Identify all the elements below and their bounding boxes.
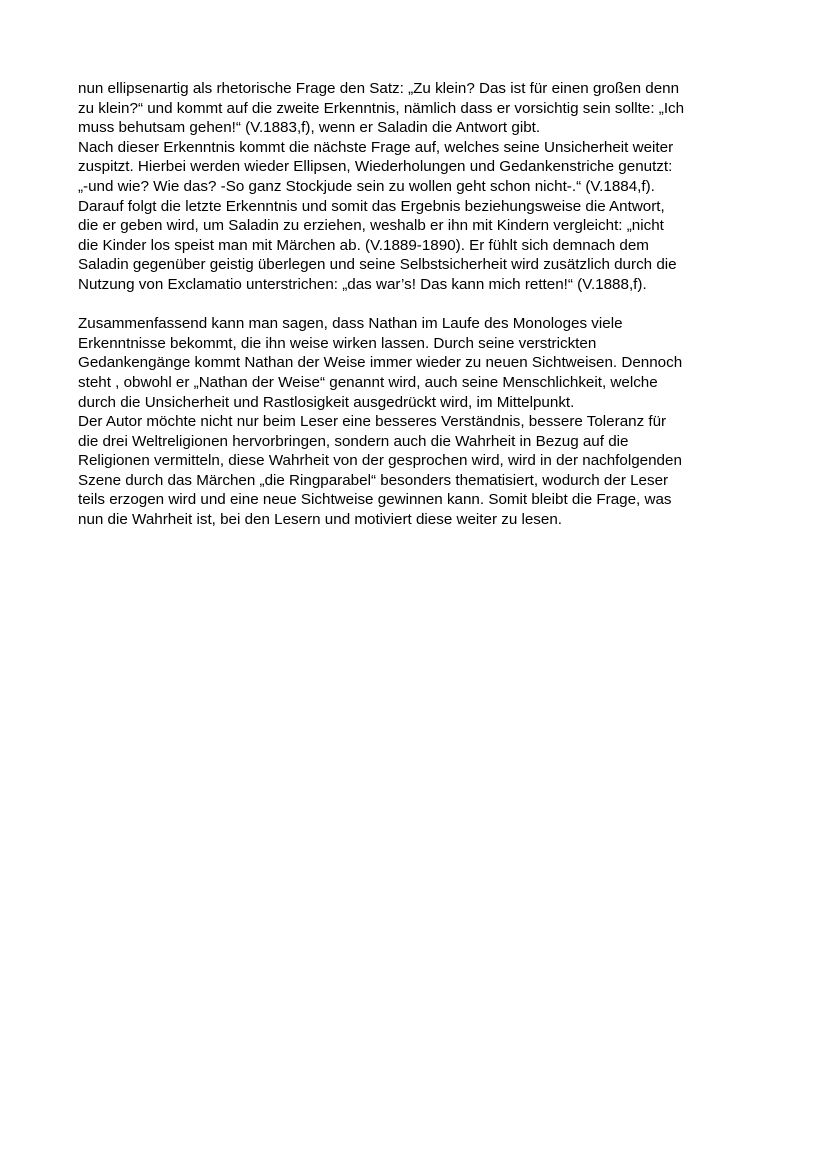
text-line: die drei Weltreligionen hervorbringen, sondern auch die Wahrheit in Bezug auf die (78, 432, 629, 450)
text-line: durch die Unsicherheit und Rastlosigkeit ausgedrückt wird, im Mittelpunkt. (78, 393, 575, 411)
text-line: zuspitzt. Hierbei werden wieder Ellipsen, Wiederholungen und Gedankenstriche genutzt: (78, 158, 673, 176)
text-line: Gedankengänge kommt Nathan der Weise immer wieder zu neuen Sichtweisen. Dennoch (78, 354, 683, 372)
text-line: steht , obwohl er „Nathan der Weise“ genannt wird, auch seine Menschlichkeit, welche (78, 373, 658, 391)
text-line: Nutzung von Exclamatio unterstrichen: „das war’s! Das kann mich retten!“ (V.1888,f). (78, 275, 647, 293)
text-line: Saladin gegenüber geistig überlegen und seine Selbstsicherheit wird zusätzlich durch die (78, 256, 677, 274)
text-line: Szene durch das Märchen „die Ringparabel“ besonders thematisiert, wodurch der Leser (78, 471, 669, 489)
text-line: die Kinder los speist man mit Märchen ab. (V.1889-1890). Er fühlt sich demnach dem (78, 236, 649, 254)
document-body (78, 79, 758, 530)
text-line: Religionen vermitteln, diese Wahrheit von der gesprochen wird, wird in der nachfolgenden (78, 452, 682, 470)
text-line: Nach dieser Erkenntnis kommt die nächste Frage auf, welches seine Unsicherheit weiter (78, 138, 674, 156)
text-line: nun ellipsenartig als rhetorische Frage den Satz: „Zu klein? Das ist für einen großen denn (78, 80, 680, 97)
paragraph-spacer (78, 295, 758, 315)
text-line: zu klein?“ und kommt auf die zweite Erkenntnis, nämlich dass er vorsichtig sein sollte: „Ich (78, 99, 685, 117)
text-line: nun die Wahrheit ist, bei den Lesern und motiviert diese weiter zu lesen. (78, 511, 563, 529)
text-line: Erkenntnisse bekommt, die ihn weise wirken lassen. Durch seine verstrickten (78, 334, 597, 352)
text-line: muss behutsam gehen!“ (V.1883,f), wenn er Saladin die Antwort gibt. (78, 119, 541, 137)
paragraph-1 (78, 79, 758, 295)
text-line: Zusammenfassend kann man sagen, dass Nathan im Laufe des Monologes viele (78, 315, 623, 333)
text-line: teils erzogen wird und eine neue Sichtweise gewinnen kann. Somit bleibt die Frage, was (78, 491, 672, 509)
text-line: „-und wie? Wie das? -So ganz Stockjude sein zu wollen geht schon nicht-.“ (V.1884,f). (78, 177, 655, 195)
text-line: Der Autor möchte nicht nur beim Leser eine besseres Verständnis, bessere Toleranz für (78, 413, 667, 431)
text-line: Darauf folgt die letzte Erkenntnis und somit das Ergebnis beziehungsweise die Antwort, (78, 197, 665, 215)
text-line: die er geben wird, um Saladin zu erziehen, weshalb er ihn mit Kindern vergleicht: „nicht (78, 217, 664, 235)
paragraph-2 (78, 314, 758, 530)
